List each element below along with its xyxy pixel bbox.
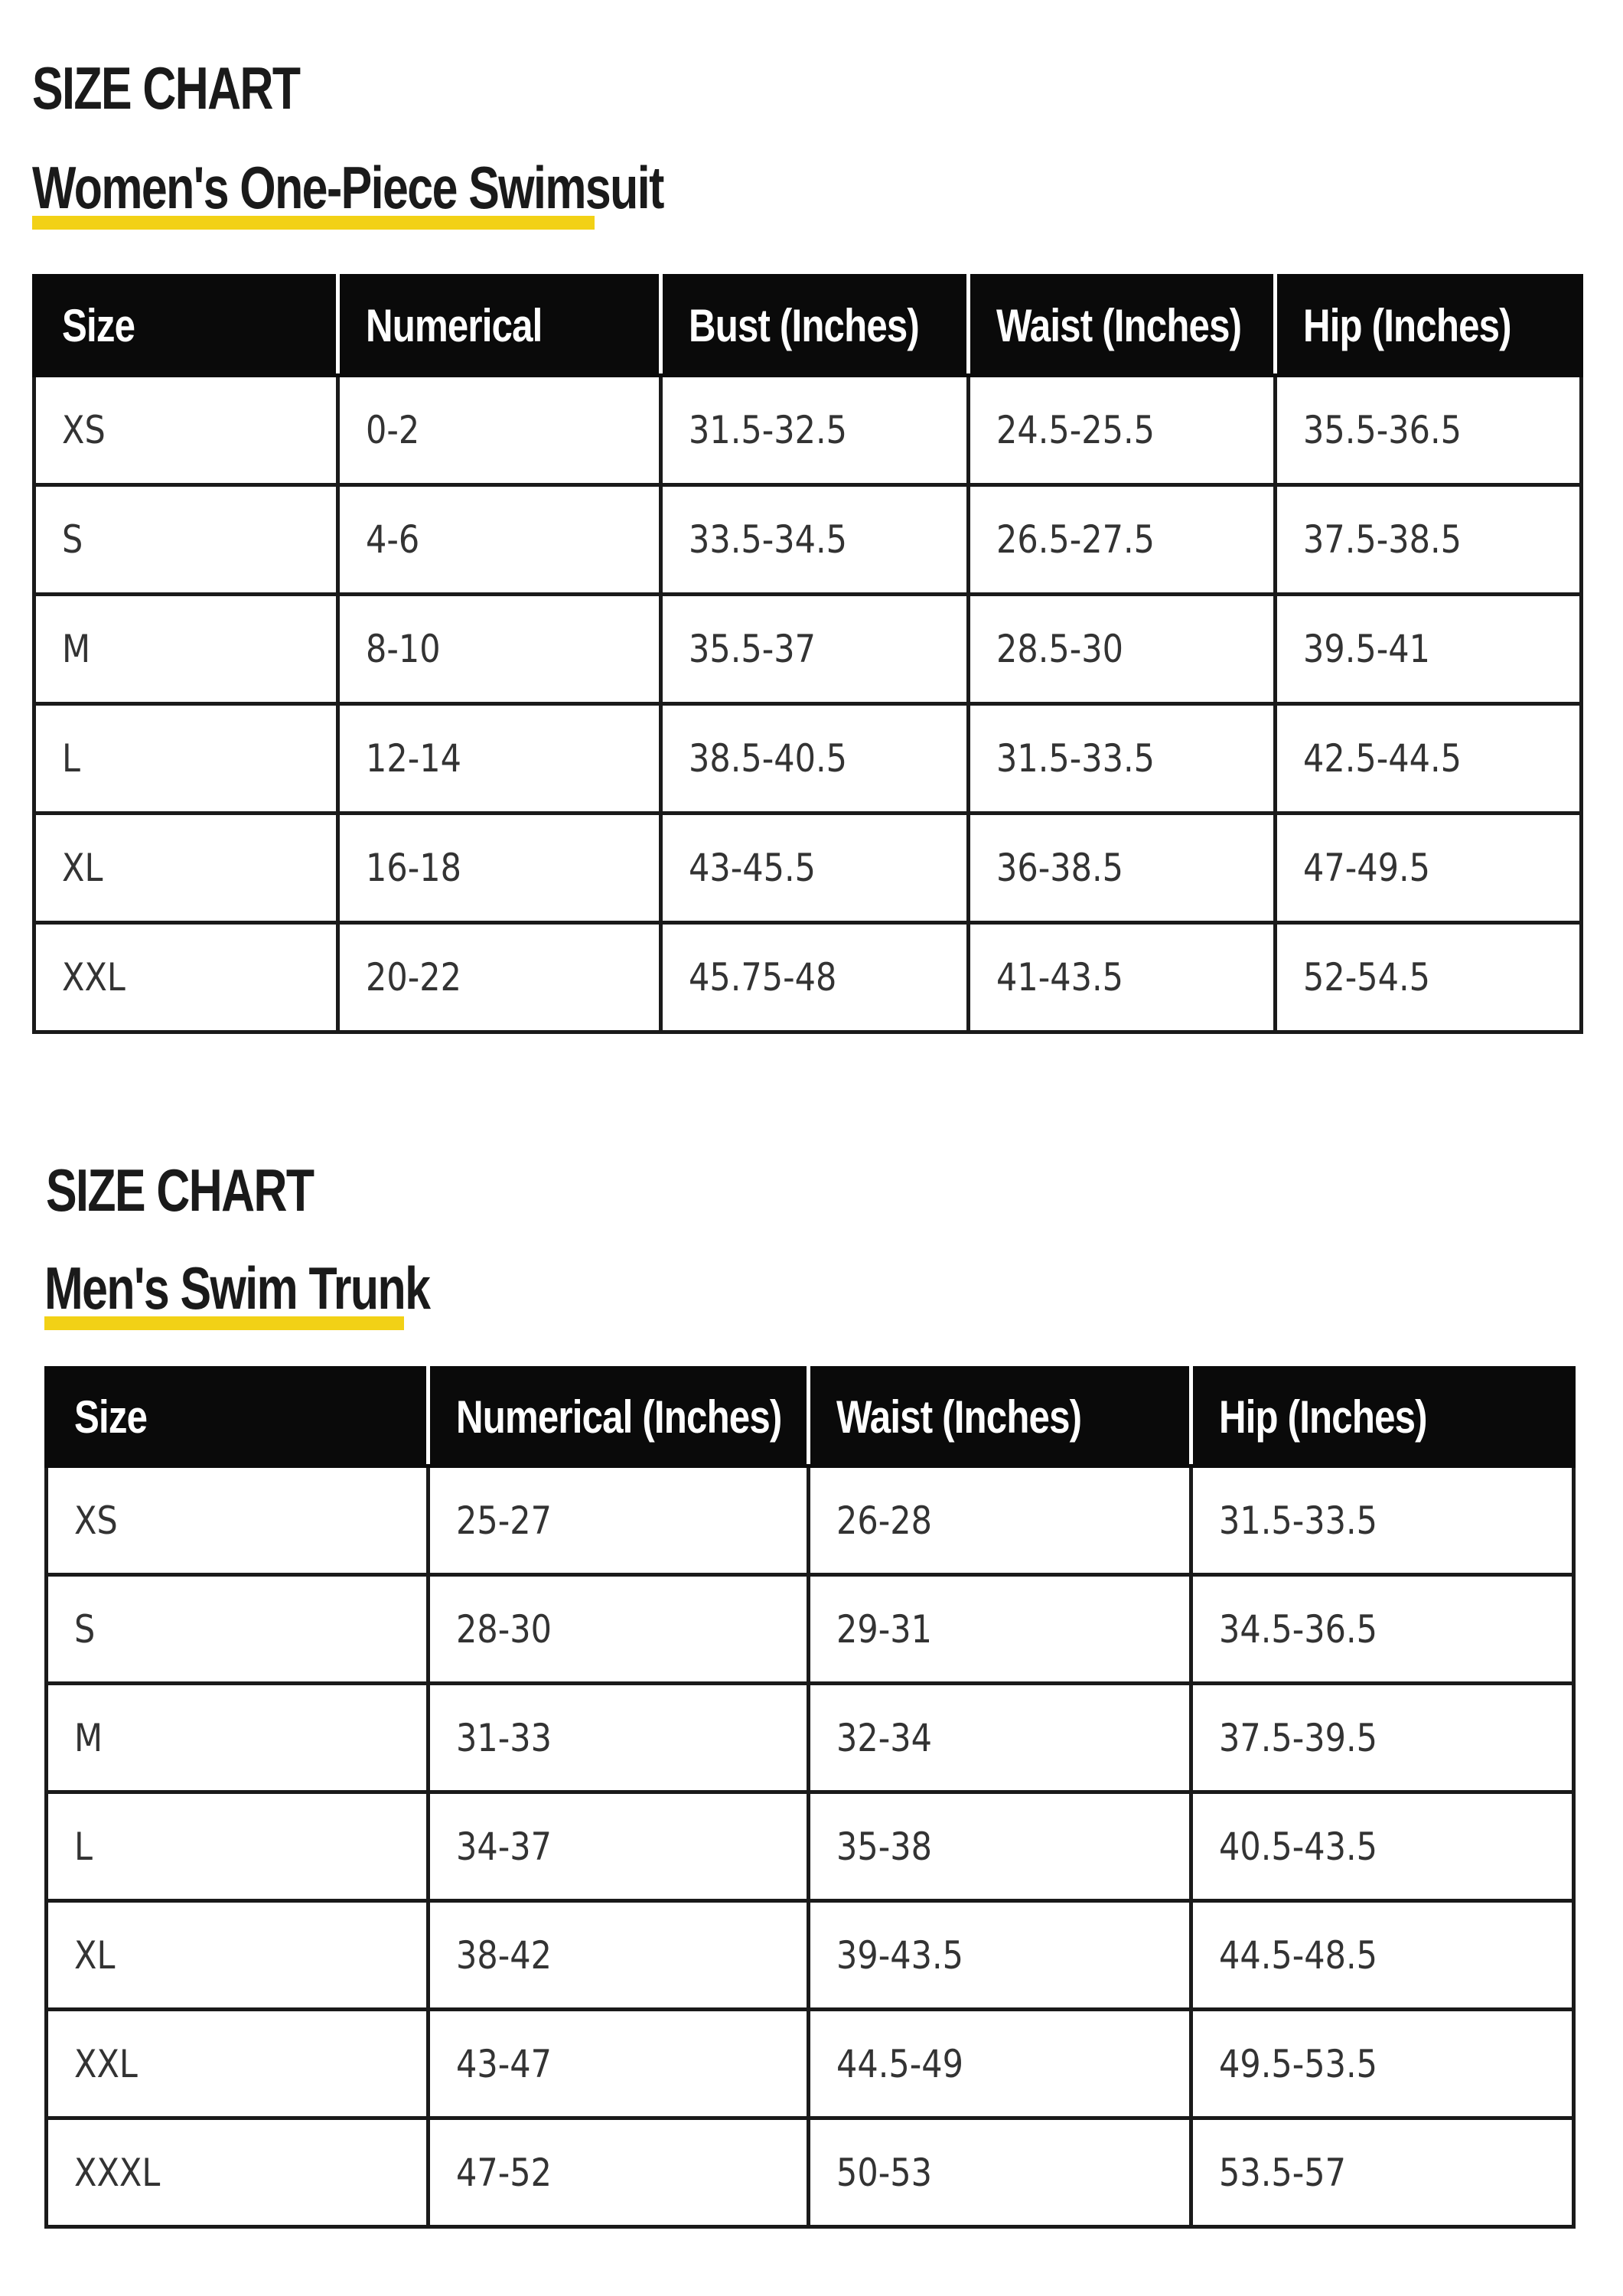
women-cell-size: M — [34, 595, 338, 704]
men-cell-size: L — [47, 1792, 429, 1901]
men-header-numerical: Numerical (Inches) — [429, 1368, 809, 1466]
women-cell-bust: 33.5-34.5 — [661, 485, 969, 595]
men-cell-size: XS — [47, 1466, 429, 1575]
table-row — [47, 2010, 1574, 2118]
women-cell-bust: 45.75-48 — [661, 923, 969, 1032]
table-row — [34, 485, 1582, 595]
women-header-bust: Bust (Inches) — [661, 276, 969, 376]
table-row — [47, 1466, 1574, 1575]
men-cell-hip: 49.5-53.5 — [1191, 2010, 1574, 2118]
women-cell-bust: 31.5-32.5 — [661, 376, 969, 485]
men-subtitle: Men's Swim Trunk — [44, 1254, 430, 1322]
women-cell-hip: 42.5-44.5 — [1276, 704, 1582, 814]
women-header-numerical: Numerical — [338, 276, 661, 376]
men-cell-size: M — [47, 1684, 429, 1792]
men-cell-hip: 34.5-36.5 — [1191, 1575, 1574, 1684]
men-subtitle-block — [44, 1254, 430, 1330]
women-cell-hip: 52-54.5 — [1276, 923, 1582, 1032]
women-subtitle: Women's One-Piece Swimsuit — [32, 154, 663, 221]
men-cell-hip: 40.5-43.5 — [1191, 1792, 1574, 1901]
women-size-chart-title: SIZE CHART — [32, 54, 300, 122]
women-cell-size: XS — [34, 376, 338, 485]
men-cell-numerical: 34-37 — [429, 1792, 809, 1901]
table-row — [47, 1792, 1574, 1901]
women-header-row — [34, 276, 1582, 376]
women-cell-size: S — [34, 485, 338, 595]
table-row — [47, 1575, 1574, 1684]
men-cell-hip: 37.5-39.5 — [1191, 1684, 1574, 1792]
women-cell-size: L — [34, 704, 338, 814]
men-cell-numerical: 43-47 — [429, 2010, 809, 2118]
men-cell-waist: 29-31 — [809, 1575, 1191, 1684]
men-cell-hip: 44.5-48.5 — [1191, 1901, 1574, 2010]
table-row — [34, 704, 1582, 814]
men-cell-waist: 35-38 — [809, 1792, 1191, 1901]
women-size-table — [32, 274, 1583, 1034]
women-cell-waist: 31.5-33.5 — [969, 704, 1276, 814]
men-cell-size: S — [47, 1575, 429, 1684]
women-cell-size: XL — [34, 814, 338, 923]
men-cell-waist: 39-43.5 — [809, 1901, 1191, 2010]
men-header-waist: Waist (Inches) — [809, 1368, 1191, 1466]
women-subtitle-block — [32, 153, 663, 230]
women-cell-bust: 43-45.5 — [661, 814, 969, 923]
women-cell-numerical: 8-10 — [338, 595, 661, 704]
women-cell-waist: 24.5-25.5 — [969, 376, 1276, 485]
women-cell-waist: 28.5-30 — [969, 595, 1276, 704]
men-header-row — [47, 1368, 1574, 1466]
men-cell-waist: 26-28 — [809, 1466, 1191, 1575]
men-cell-waist: 44.5-49 — [809, 2010, 1191, 2118]
men-cell-numerical: 38-42 — [429, 1901, 809, 2010]
men-cell-size: XXXL — [47, 2118, 429, 2227]
table-row — [34, 376, 1582, 485]
men-cell-waist: 50-53 — [809, 2118, 1191, 2227]
table-row — [47, 2118, 1574, 2227]
table-row — [34, 814, 1582, 923]
men-header-hip: Hip (Inches) — [1191, 1368, 1574, 1466]
women-cell-hip: 39.5-41 — [1276, 595, 1582, 704]
women-cell-hip: 35.5-36.5 — [1276, 376, 1582, 485]
women-cell-waist: 26.5-27.5 — [969, 485, 1276, 595]
men-cell-numerical: 47-52 — [429, 2118, 809, 2227]
table-row — [47, 1684, 1574, 1792]
women-cell-numerical: 16-18 — [338, 814, 661, 923]
women-cell-hip: 37.5-38.5 — [1276, 485, 1582, 595]
women-cell-numerical: 20-22 — [338, 923, 661, 1032]
women-header-hip: Hip (Inches) — [1276, 276, 1582, 376]
women-cell-bust: 35.5-37 — [661, 595, 969, 704]
men-size-chart-title: SIZE CHART — [46, 1156, 314, 1224]
women-header-waist: Waist (Inches) — [969, 276, 1276, 376]
women-cell-waist: 36-38.5 — [969, 814, 1276, 923]
men-cell-numerical: 25-27 — [429, 1466, 809, 1575]
women-header-size: Size — [34, 276, 338, 376]
women-cell-numerical: 4-6 — [338, 485, 661, 595]
women-cell-numerical: 0-2 — [338, 376, 661, 485]
men-size-table — [44, 1366, 1576, 2229]
men-cell-size: XXL — [47, 2010, 429, 2118]
table-row — [47, 1901, 1574, 2010]
men-cell-numerical: 28-30 — [429, 1575, 809, 1684]
men-cell-hip: 31.5-33.5 — [1191, 1466, 1574, 1575]
men-cell-hip: 53.5-57 — [1191, 2118, 1574, 2227]
women-cell-bust: 38.5-40.5 — [661, 704, 969, 814]
men-cell-waist: 32-34 — [809, 1684, 1191, 1792]
women-cell-waist: 41-43.5 — [969, 923, 1276, 1032]
men-cell-size: XL — [47, 1901, 429, 2010]
table-row — [34, 923, 1582, 1032]
men-cell-numerical: 31-33 — [429, 1684, 809, 1792]
table-row — [34, 595, 1582, 704]
men-header-size: Size — [47, 1368, 429, 1466]
women-cell-hip: 47-49.5 — [1276, 814, 1582, 923]
women-cell-numerical: 12-14 — [338, 704, 661, 814]
women-cell-size: XXL — [34, 923, 338, 1032]
